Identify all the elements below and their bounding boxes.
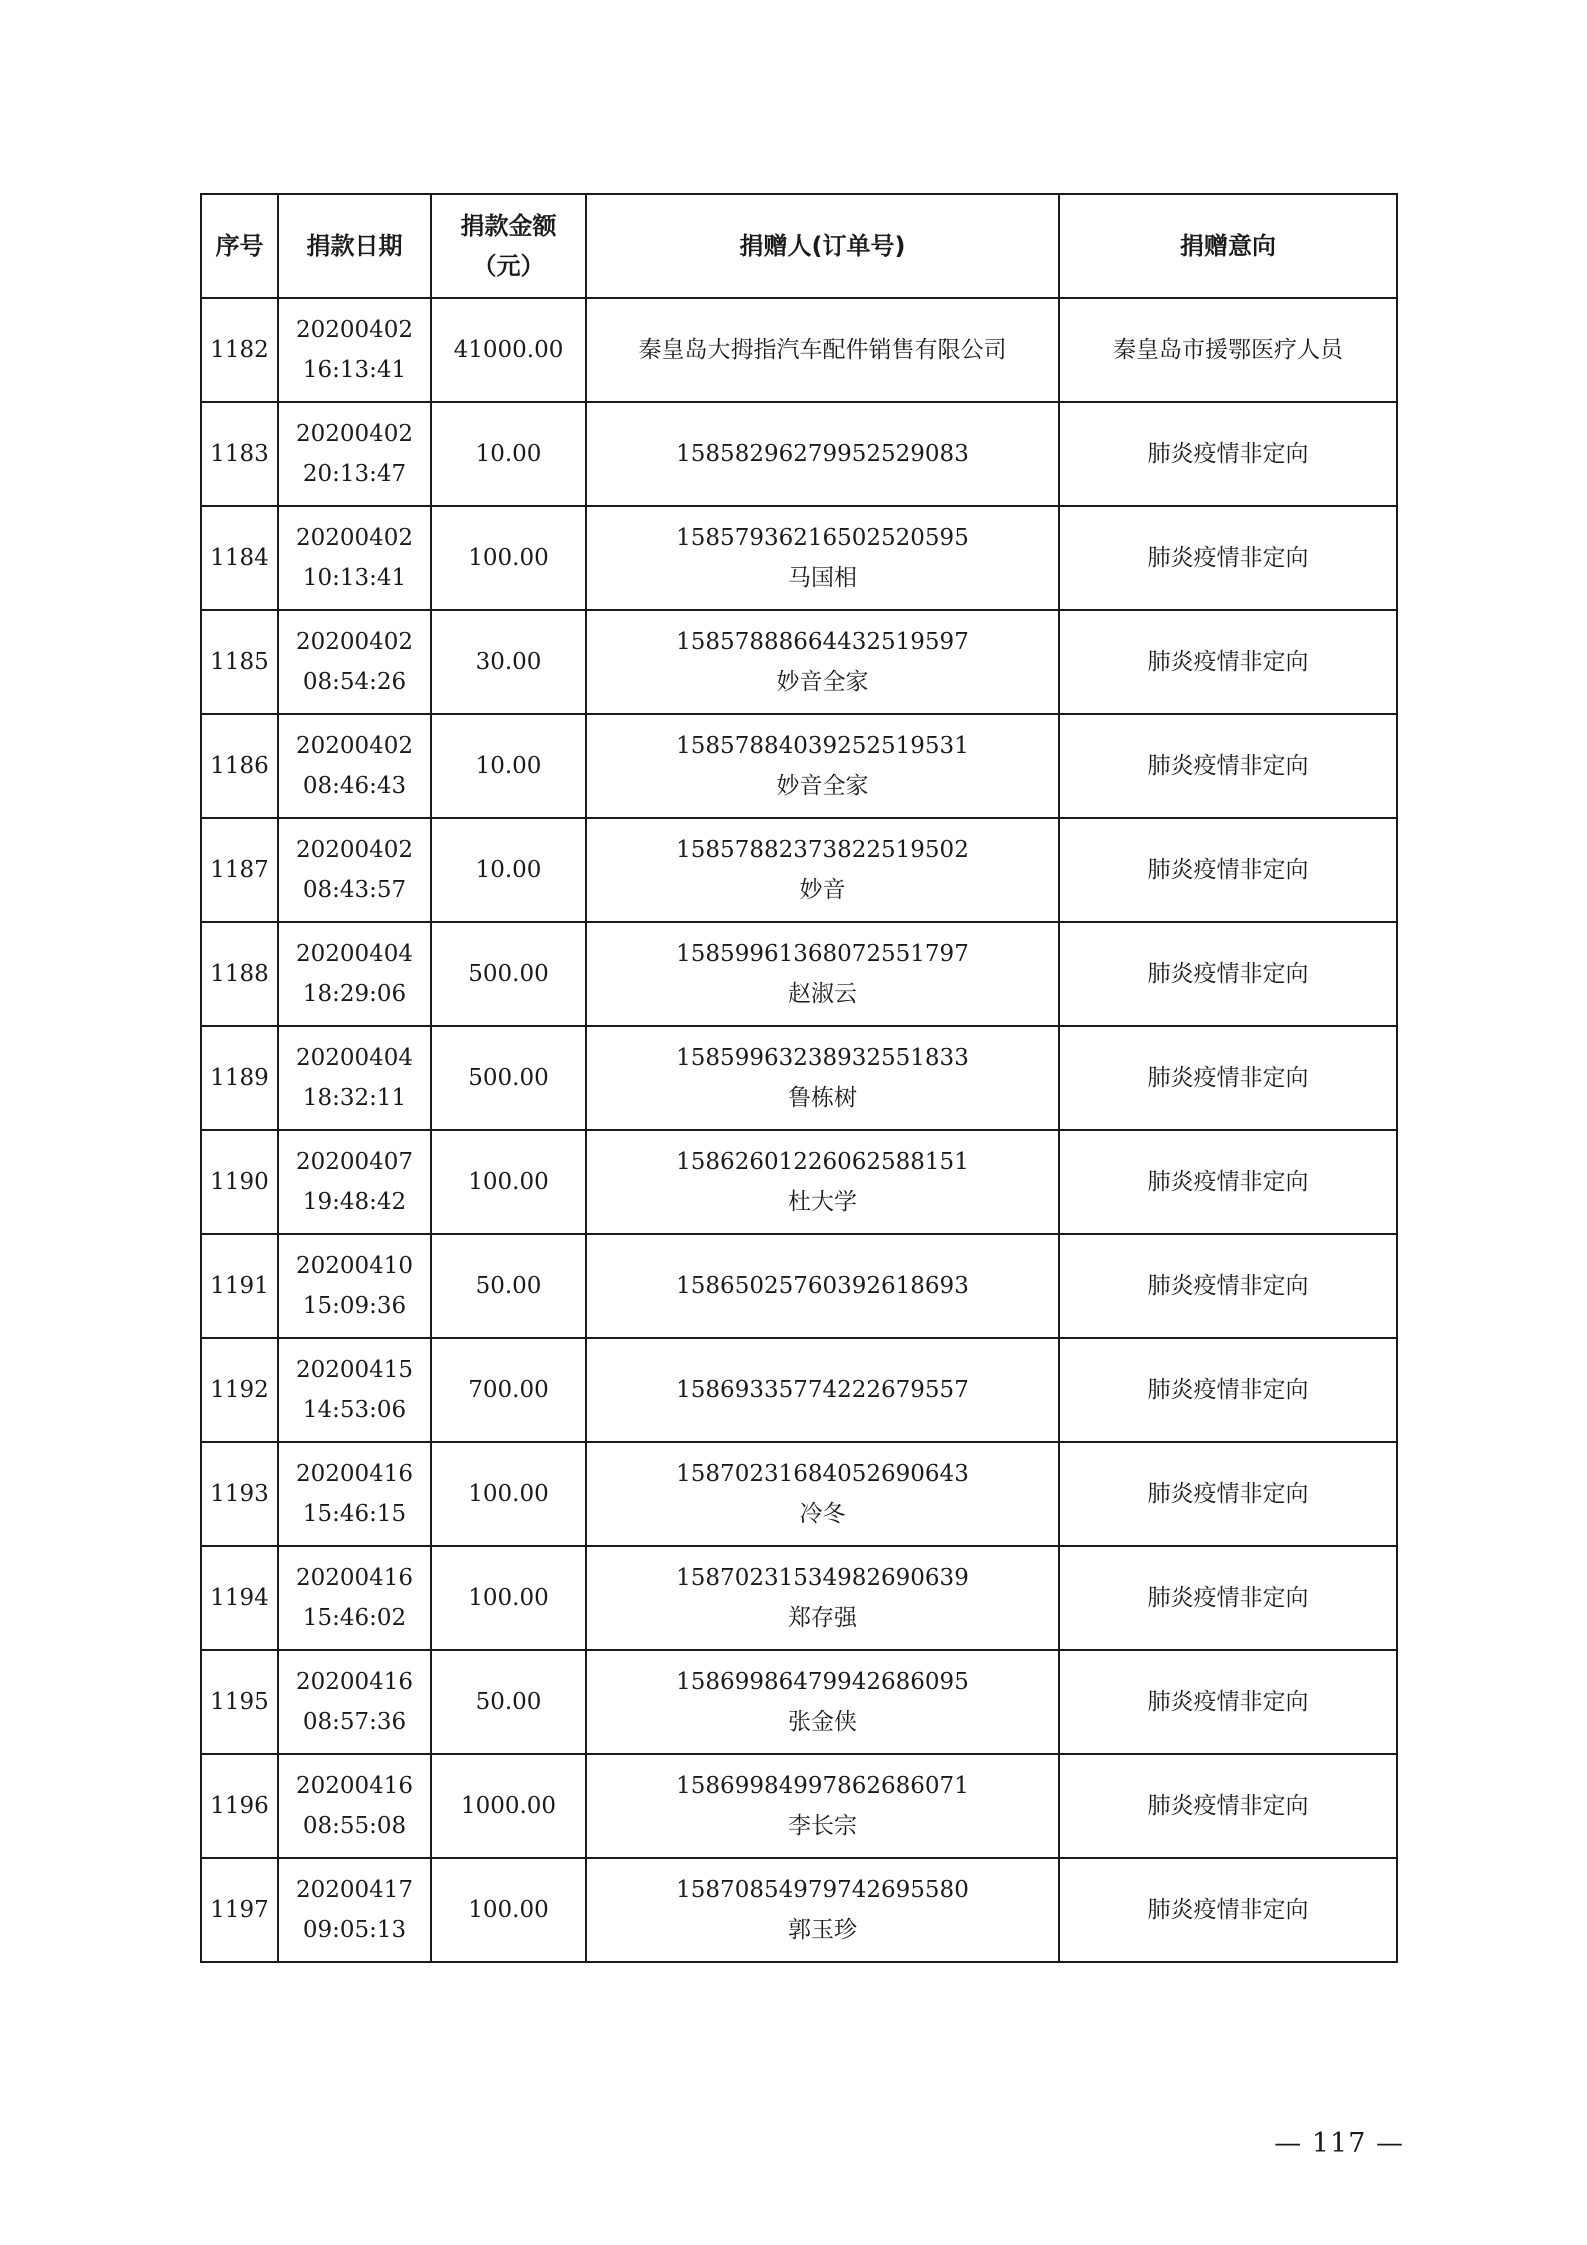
cell-donor-order: 15869335774222679557 [676, 1377, 969, 1403]
cell-date [278, 1130, 431, 1234]
cell-donor-name: 冷冬 [799, 1501, 846, 1527]
cell-amount: 100.00 [431, 506, 586, 610]
cell-intent: 肺炎疫情非定向 [1059, 1858, 1397, 1962]
cell-donor-name: 杜大学 [788, 1189, 857, 1215]
table-row [201, 1338, 1397, 1442]
cell-intent: 肺炎疫情非定向 [1059, 922, 1397, 1026]
cell-donor [586, 1026, 1059, 1130]
cell-intent: 肺炎疫情非定向 [1059, 818, 1397, 922]
cell-intent: 肺炎疫情非定向 [1059, 1338, 1397, 1442]
cell-donor-name: 郭玉珍 [788, 1917, 857, 1943]
cell-seq: 1192 [201, 1338, 278, 1442]
cell-date [278, 610, 431, 714]
cell-donor [586, 818, 1059, 922]
table-row [201, 1754, 1397, 1858]
cell-date-day: 20200416 [295, 1669, 414, 1695]
header-amount [431, 194, 586, 298]
cell-amount: 50.00 [431, 1234, 586, 1338]
cell-donor-name: 李长宗 [788, 1813, 857, 1839]
cell-donor-name: 鲁栋树 [788, 1085, 857, 1111]
cell-intent: 肺炎疫情非定向 [1059, 1442, 1397, 1546]
cell-donor [586, 1754, 1059, 1858]
cell-date-time: 16:13:41 [302, 357, 407, 383]
cell-intent: 肺炎疫情非定向 [1059, 1234, 1397, 1338]
cell-date [278, 1546, 431, 1650]
cell-intent: 肺炎疫情非定向 [1059, 1130, 1397, 1234]
header-date: 捐款日期 [278, 194, 431, 298]
cell-date-time: 15:09:36 [302, 1293, 407, 1319]
table-row [201, 1858, 1397, 1962]
cell-date [278, 1858, 431, 1962]
header-intent: 捐赠意向 [1059, 194, 1397, 298]
cell-seq: 1194 [201, 1546, 278, 1650]
cell-donor-order: 15870854979742695580 [676, 1877, 969, 1903]
cell-amount: 100.00 [431, 1546, 586, 1650]
cell-date-day: 20200410 [295, 1253, 414, 1279]
cell-date-day: 20200407 [295, 1149, 414, 1175]
cell-donor-order: 15857888664432519597 [676, 629, 969, 655]
cell-intent: 肺炎疫情非定向 [1059, 610, 1397, 714]
cell-date-day: 20200402 [295, 317, 414, 343]
table-row [201, 298, 1397, 402]
cell-date-day: 20200417 [295, 1877, 414, 1903]
cell-donor [586, 610, 1059, 714]
cell-amount: 1000.00 [431, 1754, 586, 1858]
cell-date [278, 1026, 431, 1130]
cell-donor-order: 15857884039252519531 [676, 733, 969, 759]
cell-date-day: 20200404 [295, 941, 414, 967]
cell-date [278, 922, 431, 1026]
cell-amount: 10.00 [431, 402, 586, 506]
cell-date-time: 19:48:42 [302, 1189, 407, 1215]
cell-donor-order: 15859963238932551833 [676, 1045, 969, 1071]
cell-seq: 1189 [201, 1026, 278, 1130]
cell-donor-name: 赵淑云 [788, 981, 857, 1007]
cell-date [278, 1754, 431, 1858]
cell-date-time: 20:13:47 [302, 461, 407, 487]
cell-intent: 肺炎疫情非定向 [1059, 1546, 1397, 1650]
cell-seq: 1185 [201, 610, 278, 714]
cell-donor-name: 妙音 [799, 877, 846, 903]
cell-donor-name: 张金侠 [788, 1709, 857, 1735]
cell-seq: 1184 [201, 506, 278, 610]
cell-donor-name: 马国相 [788, 565, 857, 591]
cell-intent: 肺炎疫情非定向 [1059, 402, 1397, 506]
cell-donor-name: 郑存强 [788, 1605, 857, 1631]
table-row [201, 922, 1397, 1026]
cell-date [278, 818, 431, 922]
cell-donor-order: 15858296279952529083 [676, 441, 969, 467]
cell-seq: 1182 [201, 298, 278, 402]
table-row [201, 1130, 1397, 1234]
cell-intent: 肺炎疫情非定向 [1059, 1650, 1397, 1754]
donation-table [200, 193, 1398, 1963]
cell-donor [586, 298, 1059, 402]
cell-date-day: 20200416 [295, 1773, 414, 1799]
cell-date-day: 20200415 [295, 1357, 414, 1383]
cell-date-day: 20200402 [295, 733, 414, 759]
cell-seq: 1195 [201, 1650, 278, 1754]
cell-amount: 10.00 [431, 818, 586, 922]
cell-amount: 10.00 [431, 714, 586, 818]
cell-donor-name: 妙音全家 [776, 669, 869, 695]
table-row [201, 818, 1397, 922]
cell-donor [586, 714, 1059, 818]
table-header [201, 194, 1397, 298]
cell-amount: 700.00 [431, 1338, 586, 1442]
cell-date-time: 08:54:26 [302, 669, 407, 695]
table-body [201, 298, 1397, 1962]
header-row [201, 194, 1397, 298]
cell-seq: 1187 [201, 818, 278, 922]
table-row [201, 402, 1397, 506]
cell-amount: 50.00 [431, 1650, 586, 1754]
cell-date [278, 1234, 431, 1338]
cell-donor-order: 15859961368072551797 [676, 941, 969, 967]
cell-seq: 1190 [201, 1130, 278, 1234]
cell-seq: 1196 [201, 1754, 278, 1858]
cell-donor-order: 15857936216502520595 [676, 525, 969, 551]
cell-amount: 500.00 [431, 922, 586, 1026]
cell-amount: 100.00 [431, 1858, 586, 1962]
cell-seq: 1193 [201, 1442, 278, 1546]
cell-date-time: 08:46:43 [302, 773, 407, 799]
table-row [201, 610, 1397, 714]
table-row [201, 714, 1397, 818]
cell-donor-order: 15865025760392618693 [676, 1273, 969, 1299]
cell-donor [586, 506, 1059, 610]
header-amount-line2: （元） [472, 252, 545, 280]
cell-donor-order: 15870231534982690639 [676, 1565, 969, 1591]
cell-seq: 1188 [201, 922, 278, 1026]
cell-date-time: 18:29:06 [302, 981, 407, 1007]
cell-intent: 肺炎疫情非定向 [1059, 1026, 1397, 1130]
cell-date [278, 298, 431, 402]
cell-donor [586, 402, 1059, 506]
cell-amount: 30.00 [431, 610, 586, 714]
cell-donor [586, 1546, 1059, 1650]
cell-date-time: 14:53:06 [302, 1397, 407, 1423]
cell-donor-order: 15869984997862686071 [676, 1773, 969, 1799]
cell-date [278, 714, 431, 818]
cell-donor [586, 1338, 1059, 1442]
table-row [201, 1650, 1397, 1754]
cell-seq: 1183 [201, 402, 278, 506]
cell-date [278, 506, 431, 610]
cell-date-day: 20200402 [295, 629, 414, 655]
cell-date-time: 15:46:02 [302, 1605, 407, 1631]
header-amount-line1: 捐款金额 [460, 212, 557, 240]
cell-date [278, 402, 431, 506]
cell-date-day: 20200402 [295, 837, 414, 863]
cell-donor [586, 1130, 1059, 1234]
cell-donor-order: 15870231684052690643 [676, 1461, 969, 1487]
page-number: — 117 — [1274, 2128, 1404, 2159]
cell-donor-order: 秦皇岛大拇指汽车配件销售有限公司 [638, 337, 1007, 363]
cell-donor-order: 15857882373822519502 [676, 837, 969, 863]
cell-donor-name: 妙音全家 [776, 773, 869, 799]
cell-intent: 肺炎疫情非定向 [1059, 714, 1397, 818]
cell-amount: 41000.00 [431, 298, 586, 402]
cell-intent: 秦皇岛市援鄂医疗人员 [1059, 298, 1397, 402]
cell-date-day: 20200416 [295, 1461, 414, 1487]
table-row [201, 1026, 1397, 1130]
cell-amount: 500.00 [431, 1026, 586, 1130]
cell-amount: 100.00 [431, 1130, 586, 1234]
table-row [201, 506, 1397, 610]
cell-intent: 肺炎疫情非定向 [1059, 1754, 1397, 1858]
cell-date-time: 08:55:08 [302, 1813, 407, 1839]
cell-intent: 肺炎疫情非定向 [1059, 506, 1397, 610]
cell-date-day: 20200404 [295, 1045, 414, 1071]
cell-donor [586, 1234, 1059, 1338]
cell-seq: 1197 [201, 1858, 278, 1962]
cell-date-time: 18:32:11 [302, 1085, 407, 1111]
cell-donor [586, 922, 1059, 1026]
cell-donor [586, 1650, 1059, 1754]
cell-date-time: 08:57:36 [302, 1709, 407, 1735]
header-seq: 序号 [201, 194, 278, 298]
cell-donor-order: 15862601226062588151 [676, 1149, 969, 1175]
cell-date-time: 09:05:13 [302, 1917, 407, 1943]
cell-date-day: 20200402 [295, 421, 414, 447]
cell-date [278, 1442, 431, 1546]
cell-date-day: 20200416 [295, 1565, 414, 1591]
cell-date-time: 08:43:57 [302, 877, 407, 903]
cell-date [278, 1338, 431, 1442]
cell-seq: 1186 [201, 714, 278, 818]
cell-donor-order: 15869986479942686095 [676, 1669, 969, 1695]
table-row [201, 1234, 1397, 1338]
cell-donor [586, 1442, 1059, 1546]
table-row [201, 1442, 1397, 1546]
cell-date-time: 15:46:15 [302, 1501, 407, 1527]
cell-seq: 1191 [201, 1234, 278, 1338]
table-row [201, 1546, 1397, 1650]
header-donor: 捐赠人(订单号) [586, 194, 1059, 298]
cell-date [278, 1650, 431, 1754]
cell-donor [586, 1858, 1059, 1962]
cell-amount: 100.00 [431, 1442, 586, 1546]
cell-date-time: 10:13:41 [302, 565, 407, 591]
cell-date-day: 20200402 [295, 525, 414, 551]
